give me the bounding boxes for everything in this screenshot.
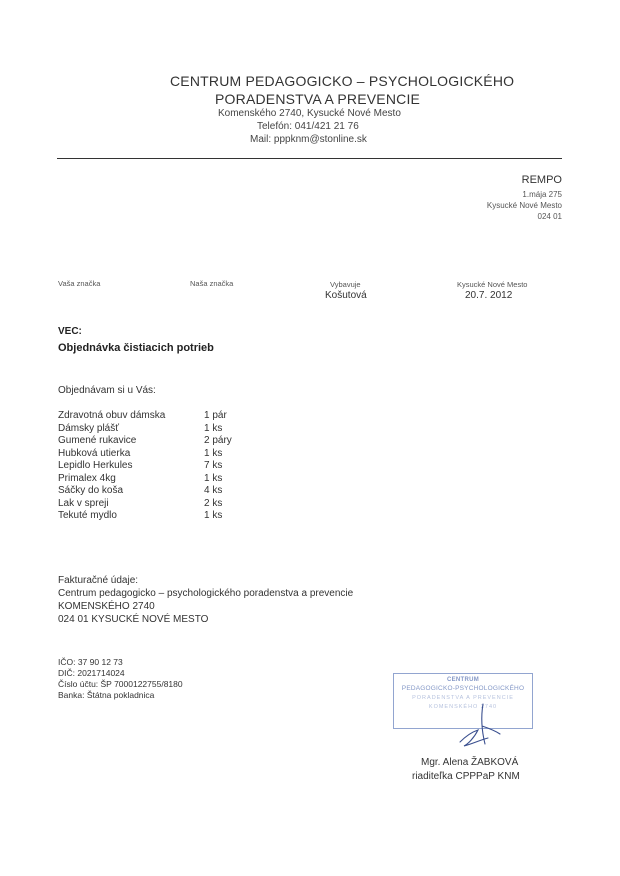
item-qty: 1 ks <box>204 472 223 484</box>
item-name: Sáčky do koša <box>58 485 124 496</box>
list-item <box>58 485 258 498</box>
handled-by-label: Vybavuje <box>330 280 361 289</box>
billing-line2: KOMENSKÉHO 2740 <box>58 601 155 612</box>
subject-text: Objednávka čistiacich potrieb <box>58 342 214 354</box>
list-item <box>58 498 258 511</box>
item-name: Hubková utierka <box>58 447 131 459</box>
letterhead-title-line1: CENTRUM PEDAGOGICKO – PSYCHOLOGICKÉHO <box>170 73 515 89</box>
signatory-name: Mgr. Alena ŽABKOVÁ <box>421 757 519 768</box>
recipient-name: REMPO <box>521 174 562 186</box>
stamp-line1: CENTRUM <box>446 677 480 683</box>
list-item <box>58 510 258 523</box>
recipient-zip: 024 01 <box>537 212 562 221</box>
recipient-city: Kysucké Nové Mesto <box>486 201 562 210</box>
recipient-street: 1.mája 275 <box>522 190 562 199</box>
stamp-line4: KOMENSKÉHO 2740 <box>428 704 498 710</box>
ico: IČO: 37 90 12 73 <box>58 657 123 667</box>
bank: Banka: Štátna pokladnica <box>58 690 155 700</box>
item-qty: 1 ks <box>204 447 223 459</box>
item-qty: 1 ks <box>204 422 223 434</box>
handwritten-signature <box>450 700 510 752</box>
item-qty: 1 ks <box>204 510 223 521</box>
letterhead-phone: Telefón: 041/421 21 76 <box>257 121 359 132</box>
item-name: Dámsky plášť <box>58 422 119 434</box>
header-divider <box>57 158 562 159</box>
item-name: Lepidlo Herkules <box>58 460 133 471</box>
item-qty: 2 páry <box>204 435 232 446</box>
stamp-line3: PORADENSTVA A PREVENCIE <box>412 695 514 701</box>
letterhead-mail: Mail: pppknm@stonline.sk <box>250 134 367 145</box>
dic: DIČ: 2021714024 <box>58 668 125 678</box>
signatory-role: riaditeľka CPPPaP KNM <box>412 771 520 782</box>
place-label: Kysucké Nové Mesto <box>457 280 528 289</box>
letterhead-address: Komenského 2740, Kysucké Nové Mesto <box>218 108 401 119</box>
item-name: Zdravotná obuv dámska <box>58 410 166 421</box>
account-number: Číslo účtu: ŠP 7000122755/8180 <box>58 679 183 689</box>
item-qty: 4 ks <box>204 485 223 496</box>
billing-line1: Centrum pedagogicko – psychologického poradenstva a prevencie <box>58 588 354 599</box>
list-item <box>58 435 258 448</box>
billing-label: Fakturačné údaje: <box>58 575 139 586</box>
your-ref-label: Vaša značka <box>58 279 101 288</box>
list-item <box>58 410 258 423</box>
list-item <box>58 448 258 461</box>
stamp-line2: PEDAGOGICKO-PSYCHOLOGICKÉHO <box>401 685 525 692</box>
intro-text: Objednávam si u Vás: <box>58 385 156 396</box>
handled-by-value: Košutová <box>325 290 367 301</box>
order-items-list <box>58 410 258 523</box>
item-name: Lak v spreji <box>58 497 109 509</box>
letterhead-title-line2: PORADENSTVA A PREVENCIE <box>215 91 421 107</box>
subject-label: VEC: <box>58 326 82 337</box>
date-value: 20.7. 2012 <box>465 290 513 301</box>
billing-line3: 024 01 KYSUCKÉ NOVÉ MESTO <box>58 614 209 625</box>
item-name: Primalex 4kg <box>58 472 116 484</box>
item-name: Tekuté mydlo <box>58 510 117 521</box>
list-item <box>58 460 258 473</box>
item-qty: 1 pár <box>204 410 227 421</box>
item-name: Gumené rukavice <box>58 435 137 446</box>
list-item <box>58 423 258 436</box>
our-ref-label: Naša značka <box>190 279 234 288</box>
item-qty: 7 ks <box>204 460 223 471</box>
list-item <box>58 473 258 486</box>
item-qty: 2 ks <box>204 497 223 509</box>
